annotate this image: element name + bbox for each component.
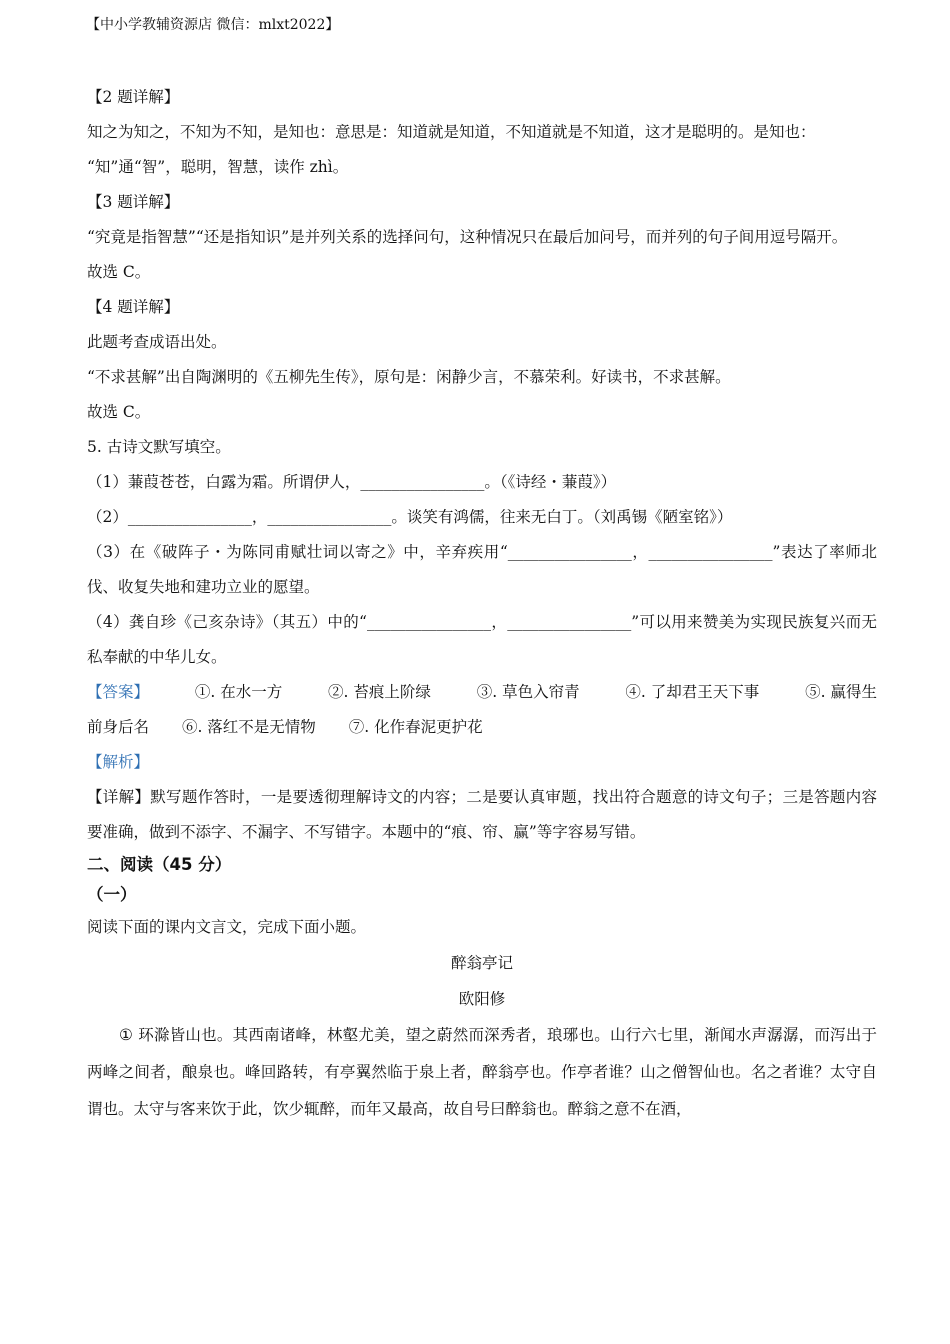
answer-row-1 [87,675,877,710]
q2-line2: “知”通“智”，聪明，智慧，读作 zhì。 [87,158,349,176]
answer-item: ⑥. 落红不是无情物 [181,718,316,736]
q5-item-1: （1）蒹葭苍苍，白露为霜。所谓伊人，________________。（《诗经・蒹葭》） [87,473,617,491]
q5-stem: 5. 古诗文默写填空。 [87,438,231,456]
detail-text: 【详解】默写题作答时，一是要透彻理解诗文的内容；二是要认真审题，找出符合题意的诗文句子；三是答题内容要准确，做到不添字、不漏字、不写错字。本题中的“痕、帘、赢”等字容易写错。 [87,788,877,841]
answer-label: 【答案】 [87,683,150,701]
q3-choice: 故选 C。 [87,263,151,281]
answer-item: ⑦. 化作春泥更护花 [348,718,483,736]
reading-intro: 阅读下面的课内文言文，完成下面小题。 [87,918,367,936]
q3-line1: “究竟是指智慧”“还是指知识”是并列关系的选择问句，这种情况只在最后加问号，而并列的句子间用逗号隔开。 [87,228,848,246]
analysis-label: 【解析】 [87,753,150,771]
q3-title: 【3 题详解】 [87,193,180,211]
passage-title: 醉翁亭记 [450,954,513,972]
answer-row-2 [87,710,877,745]
q4-line1: 此题考查成语出处。 [87,333,227,351]
document-body [87,80,877,1128]
answer-item: ②. 苔痕上阶绿 [328,683,431,701]
passage-paragraph-1: ① 环滁皆山也。其西南诸峰，林壑尤美，望之蔚然而深秀者，琅琊也。山行六七里，渐闻水声潺潺，而泻出于两峰之间者，酿泉也。峰回路转，有亭翼然临于泉上者，醉翁亭也。作亭者谁？山之僧智仙也。名之者谁？太守自谓也。太守与客来饮于此，饮少辄醉，而年又最高，故自号曰醉翁也。醉翁之意不在酒， [87,1026,877,1118]
q4-title: 【4 题详解】 [87,298,180,316]
subsection-title: （一） [87,885,137,904]
q4-line2: “不求甚解”出自陶渊明的《五柳先生传》，原句是：闲静少言，不慕荣利。好读书，不求甚解。 [87,368,731,386]
answer-item: ①. 在水一方 [194,683,283,701]
q2-title: 【2 题详解】 [87,88,180,106]
passage-author: 欧阳修 [458,990,506,1008]
page-header: 【中小学教辅资源店 微信：mlxt2022】 [86,17,340,33]
q5-item-2: （2）________________，________________。谈笑有鸿儒，往来无白丁。（刘禹锡《陋室铭》） [87,508,733,526]
answer-item: ④. 了却君王天下事 [625,683,760,701]
q2-line1: 知之为知之，不知为不知，是知也：意思是：知道就是知道，不知道就是不知道，这才是聪明的。是知也： [87,123,816,141]
q5-item-3: （3）在《破阵子・为陈同甫赋壮词以寄之》中，辛弃疾用“________________，________________”表达了率师北伐、收复失地和建功立业的愿望。 [87,543,877,596]
q5-item-4: （4）龚自珍《己亥杂诗》（其五）中的“________________，________________”可以用来赞美为实现民族复兴而无私奉献的中华儿女。 [87,613,877,666]
answer-item: ③. 草色入帘青 [476,683,580,701]
answer-item: ⑤. 赢得生 [805,683,877,701]
section-title: 二、阅读（45 分） [87,855,232,874]
q4-choice: 故选 C。 [87,403,151,421]
answer-item: 前身后名 [87,718,150,736]
